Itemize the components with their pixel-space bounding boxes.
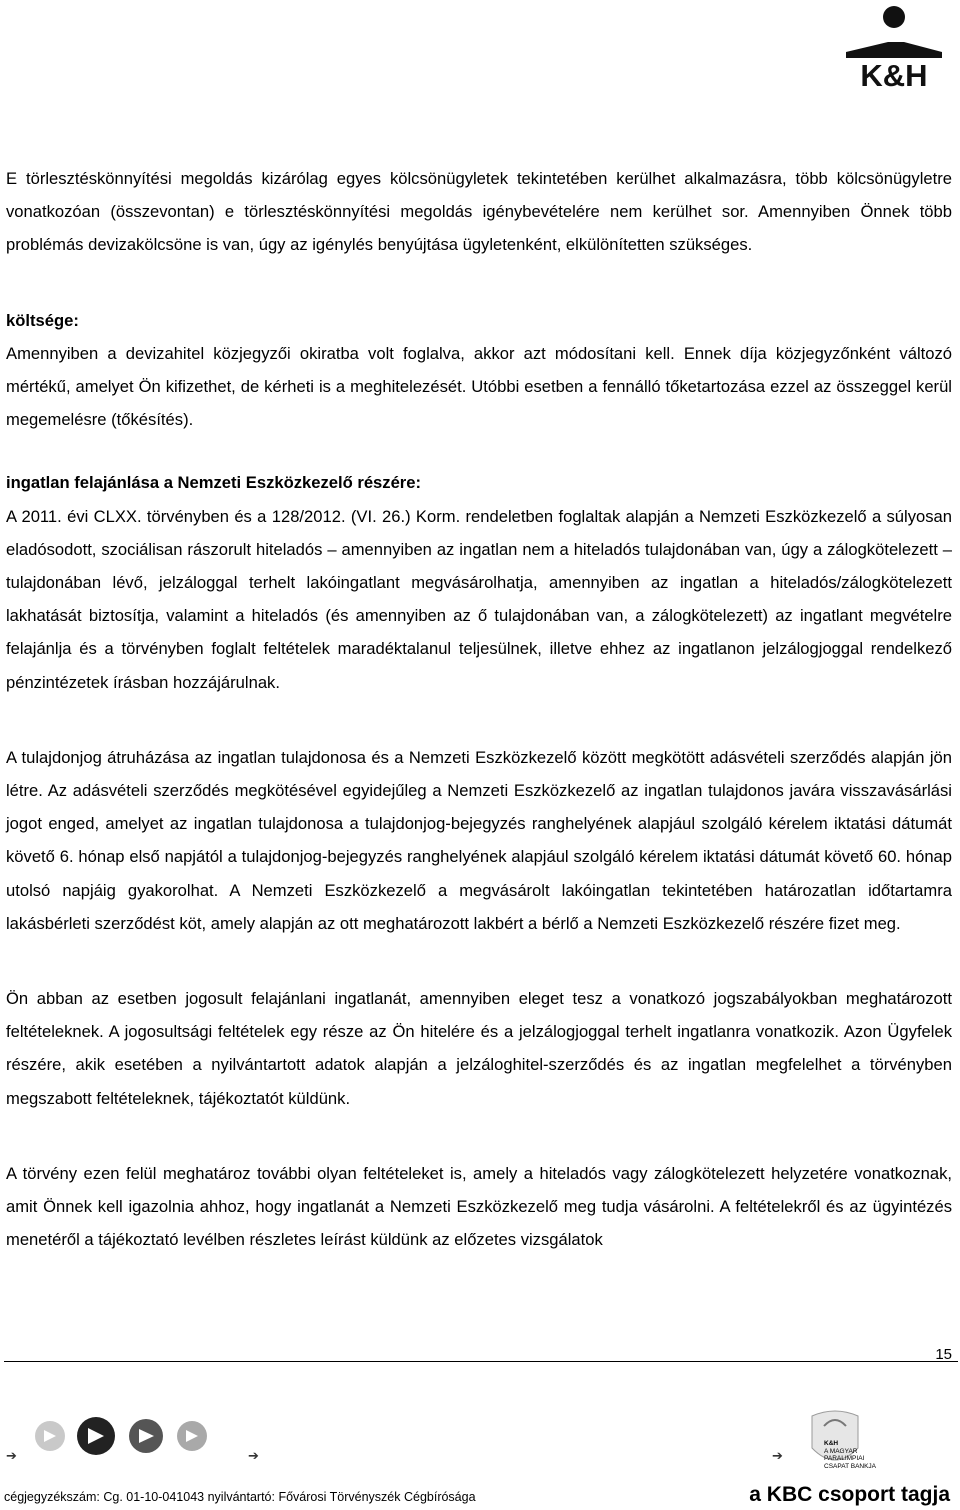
logo-body-icon	[846, 42, 942, 58]
paragraph-property-offer: A 2011. évi CLXX. törvényben és a 128/2012. (VI. 26.) Korm. rendeletben foglaltak alapján a Nemzeti Eszközkezelő a súlyosan eladósodott, szociálisan rászorult hiteladós – amennyiben az ingatlan nem a hiteladós tulajdonában van, úgy a zálogkötelezett – tulajdonában lévő, jelzáloggal terhelt lakóingatlant megvásárolhatja, amennyiben az ingatlan a hiteladós/zálogkötelezett lakhatását biztosítja, valamint a hiteladós (és amennyiben az ő tulajdonában van, a zálogkötelezett) az ingatlant megvételre felajánlja és a törvényben foglalt feltételek maradéktalanul teljesülnek, illetve ehhez az ingatlanon jelzálogjoggal rendelkező pénzintézetek írásban hozzájárulnak.	[6, 506, 952, 692]
paragraph-further-conditions: A törvény ezen felül meghatároz további olyan feltételeket is, amely a hiteladós vagy zálogkötelezett helyzetére vonatkoznak, amit Önnek kell igazolnia ahhoz, hogy ingatlanát a Nemzeti Eszközkezelő meg tudja vásárolni. A feltételekről és az ügyintézés menetéről a tájékoztató levélben részletes leírást küldünk az előzetes vizsgálatok	[6, 1163, 952, 1250]
badge-line-2: A MAGYAR	[824, 1447, 858, 1455]
paragraph-cost: Amennyiben a devizahitel közjegyzői okiratba volt foglalva, akkor azt módosítani kell. Ennek díja közjegyzőnként változó mértékű, amelyet Ön kifizethet, de kérheti is a meghitelezését. Utóbbi esetben a fennálló tőketartozása ezzel az összeggel kerül megemelésre (tőkésítés).	[6, 343, 952, 430]
logo-head-icon	[883, 6, 905, 28]
badge-caption	[824, 1440, 884, 1470]
badge-line-4: CSAPAT BANKJA	[824, 1462, 877, 1470]
page-divider	[4, 1361, 958, 1362]
badge-line-1: K&H	[824, 1440, 839, 1447]
document-body	[6, 162, 952, 1256]
heading-property-offer: ingatlan felajánlása a Nemzeti Eszközkezelő részére:	[6, 473, 422, 493]
logo-text: K&H	[860, 58, 928, 88]
kh-logo	[838, 2, 950, 88]
paragraph-ownership-transfer: A tulajdonjog átruházása az ingatlan tulajdonosa és a Nemzeti Eszközkezelő között megkötött adásvételi szerződés alapján jön létre. Az adásvételi szerződés megkötésével egyidejűleg a Nemzeti Eszközkezelő az ingatlan tulajdonos javára visszavásárlási jogot enged, amelyet az ingatlan tulajdonosa a tulajdonjog-bejegyzés ranghelyének alapjául szolgáló kérelem iktatási dátumát követő 6. hónap első napjától a tulajdonjog-bejegyzés ranghelyének alapjául szolgáló kérelem iktatási dátumát követő 60. hónap utolsó napjáig gyakorolhat. A Nemzeti Eszközkezelő a megvásárolt lakóingatlan tekintetében határozatlan időtartamra lakásbérleti szerződést köt, amely alapján az ott meghatározott lakbért a bérlő a Nemzeti Eszközkezelő részére fizet meg.	[6, 747, 952, 933]
company-registration: cégjegyzékszám: Cg. 01-10-041043 nyilvántartó: Fővárosi Törvényszék Cégbírósága	[4, 1490, 476, 1504]
page-number: 15	[935, 1346, 952, 1363]
footer-arrow-icon-3: ➔	[772, 1448, 783, 1463]
footer-arrow-icon-2: ➔	[248, 1448, 259, 1463]
badge-line-3: PARALIMPIAI	[824, 1455, 865, 1462]
footer-arrow-circles	[0, 1410, 260, 1470]
paragraph-installment-scope: E törlesztéskönnyítési megoldás kizárólag egyes kölcsönügyletek tekintetében kerülhet alkalmazásra, több kölcsönügyletre vonatkozóan (összevontan) e törlesztéskönnyítési megoldás igénybevételére nem kerülhet sor. Amennyiben Önnek több problémás devizakölcsöne is van, úgy az igénylés benyújtása ügyletenként, elkülönítetten szükséges.	[6, 169, 952, 255]
heading-cost: költsége:	[6, 310, 79, 330]
paragraph-eligibility: Ön abban az esetben jogosult felajánlani ingatlanát, amennyiben eleget tesz a vonatkozó jogszabályokban meghatározott feltételeknek. A jogosultsági feltételek egy része az Ön hitelére és a jelzálogjoggal terhelt ingatlanra vonatkozik. Azon Ügyfelek részére, akik esetében a nyilvántartott adatok alapján a jelzáloghitel-szerződés és az ingatlan megfelelhet a törvényben megszabott feltételeknek, tájékoztatót küldünk.	[6, 989, 952, 1108]
footer-arrow-icon-1: ➔	[6, 1448, 17, 1463]
kbc-group-tagline: a KBC csoport tagja	[749, 1483, 950, 1506]
